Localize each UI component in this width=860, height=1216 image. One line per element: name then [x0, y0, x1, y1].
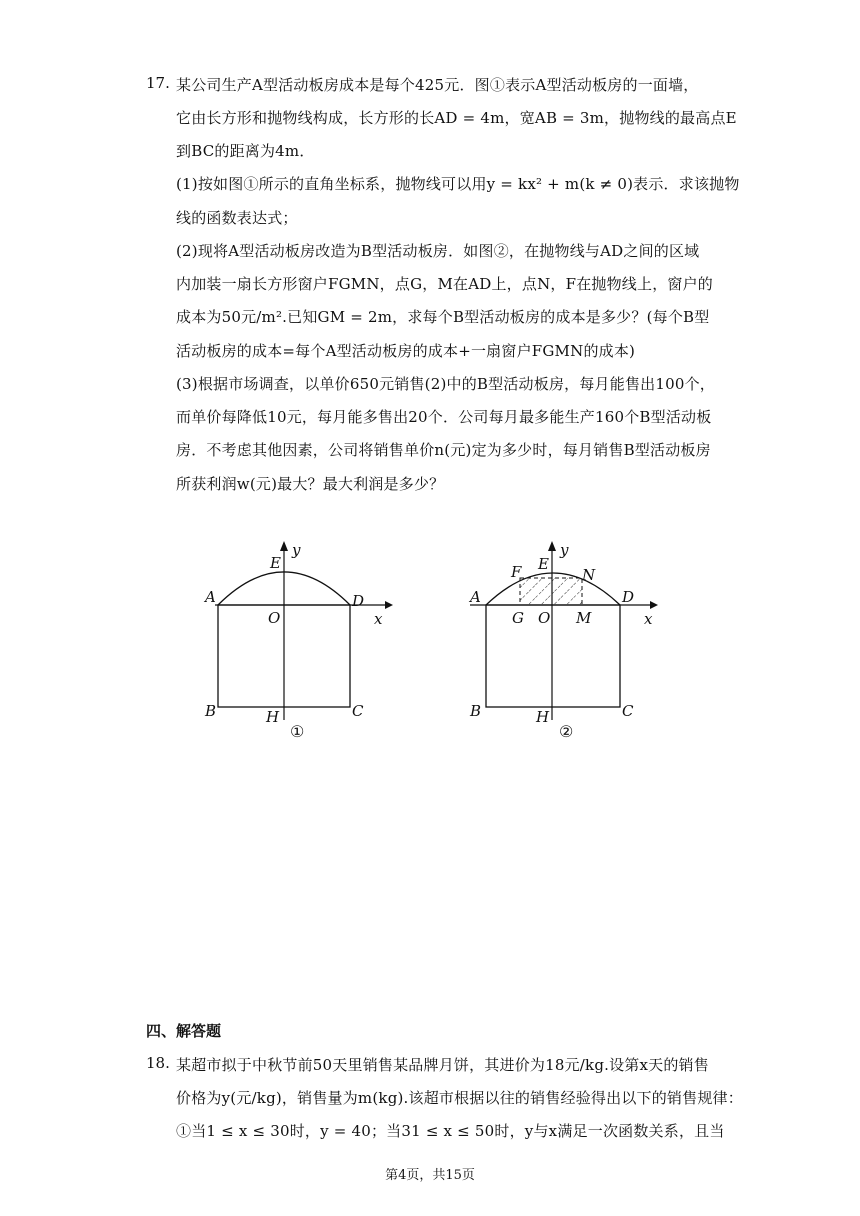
q17-line-11: 而单价每降低10元，每月能多售出20个．公司每月最多能生产160个B型活动板: [176, 408, 712, 426]
q17-line-10: (3)根据市场调查，以单价650元销售(2)中的B型活动板房，每月能售出100个，: [176, 375, 715, 393]
x-axis-arrow: [385, 601, 393, 609]
q18-line-2: 价格为y(元/kg)，销售量为m(kg).该超市根据以往的销售经验得出以下的销售规律：: [176, 1089, 743, 1107]
q18-line-1: 某超市拟于中秋节前50天里销售某品牌月饼，其进价为18元/kg.设第x天的销售: [176, 1056, 709, 1074]
q17-line-1: 某公司生产A型活动板房成本是每个425元．图①表示A型活动板房的一面墙，: [176, 76, 699, 94]
label-O: O: [268, 609, 281, 627]
q17-line-2: 它由长方形和抛物线构成，长方形的长AD = 4m，宽AB = 3m，抛物线的最高点E: [176, 109, 737, 127]
window-fgmn: [520, 578, 582, 605]
label-O: O: [538, 609, 551, 627]
wall-rectangle: [486, 605, 620, 707]
x-axis-arrow: [650, 601, 658, 609]
q17-line-6: (2)现将A型活动板房改造为B型活动板房．如图②，在抛物线与AD之间的区域: [176, 242, 700, 260]
y-axis-arrow: [548, 541, 556, 551]
q17-line-8: 成本为50元/m².已知GM = 2m，求每个B型活动板房的成本是多少？(每个B型: [176, 308, 710, 326]
figure-2: [463, 535, 668, 745]
figure-2-caption: ②: [559, 722, 574, 741]
q17-line-4: (1)按如图①所示的直角坐标系，抛物线可以用y = kx² + m(k ≠ 0)表示．求该抛物: [176, 175, 740, 193]
page-footer: 第4页，共15页: [385, 1168, 475, 1183]
question-17-number: 17.: [146, 74, 170, 92]
q17-line-9: 活动板房的成本=每个A型活动板房的成本+一扇窗户FGMN的成本): [176, 342, 636, 360]
label-M: M: [576, 609, 592, 627]
q17-line-12: 房．不考虑其他因素，公司将销售单价n(元)定为多少时，每月销售B型活动板房: [176, 441, 711, 459]
label-H: H: [266, 708, 280, 726]
section-heading: 四、解答题: [146, 1022, 222, 1040]
y-axis-arrow: [280, 541, 288, 551]
label-N: N: [582, 566, 596, 584]
label-H: H: [536, 708, 550, 726]
label-E: E: [270, 554, 281, 572]
label-x: x: [374, 610, 383, 628]
figure-1-caption: ①: [290, 722, 305, 741]
label-C: C: [352, 702, 364, 720]
label-y: y: [560, 541, 569, 559]
label-C: C: [622, 702, 634, 720]
q18-line-3: ①当1 ≤ x ≤ 30时，y = 40；当31 ≤ x ≤ 50时，y与x满足一次函数关系，且当: [176, 1122, 725, 1140]
label-x: x: [644, 610, 653, 628]
label-B: B: [470, 702, 482, 720]
question-18-number: 18.: [146, 1054, 170, 1072]
label-F: F: [511, 563, 522, 581]
q17-line-7: 内加装一扇长方形窗户FGMN，点G，M在AD上，点N，F在抛物线上，窗户的: [176, 275, 714, 293]
label-E: E: [538, 555, 549, 573]
q17-line-3: 到BC的距离为4m．: [176, 142, 315, 160]
label-B: B: [205, 702, 217, 720]
q17-line-13: 所获利润w(元)最大？最大利润是多少？: [176, 475, 445, 493]
q17-line-5: 线的函数表达式；: [176, 209, 298, 227]
label-A: A: [470, 588, 481, 606]
label-D: D: [622, 588, 635, 606]
label-A: A: [205, 588, 216, 606]
figure-1: [195, 535, 395, 745]
label-G: G: [512, 609, 524, 627]
label-D: D: [352, 592, 365, 610]
label-y: y: [292, 541, 301, 559]
